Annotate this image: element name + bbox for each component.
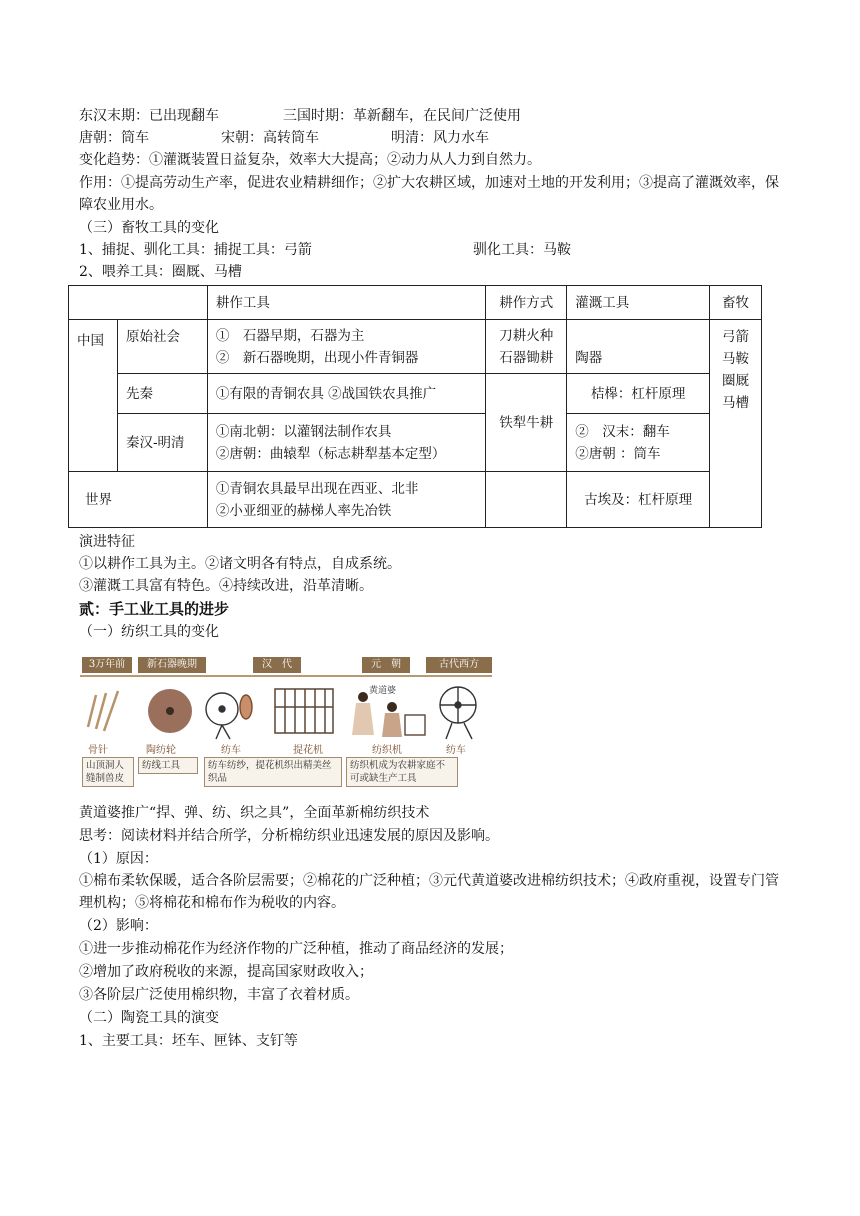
table-cell: 秦汉-明清 — [117, 414, 207, 472]
table-header: 灌溉工具 — [567, 286, 710, 320]
timeline-caption: 纺车 — [446, 745, 466, 756]
jacquard-loom-icon — [275, 689, 333, 733]
features-line: ①以耕作工具为主。②诸文明各有特点，自成系统。 — [79, 556, 401, 572]
line-text: 宋朝：高转筒车 — [221, 130, 319, 146]
spinning-wheel-icon — [206, 693, 252, 739]
line-text: 明清：风力水车 — [391, 130, 489, 146]
timeline-note: 山顶洞人缝制兽皮 — [82, 757, 134, 787]
line-text: 东汉末期：已出现翻车 — [79, 108, 219, 124]
text-line: （2）影响： — [79, 918, 158, 934]
effect-paragraph: 作用：①提高劳动生产率，促进农业精耕细作；②扩大农耕区域，加速对土地的开发利用；③提高了灌溉效率，保障农业用水。 — [79, 175, 779, 213]
text-line: ②增加了政府税收的来源，提高国家财政收入； — [79, 964, 373, 980]
western-spinning-wheel-icon — [440, 687, 476, 739]
section-heading: 贰：手工业工具的进步 — [79, 600, 230, 618]
text-line — [79, 240, 571, 260]
table-cell — [207, 472, 486, 528]
text-line: 2、喂养工具：圈厩、马槽 — [79, 264, 242, 280]
spindle-whorl-icon — [148, 689, 192, 733]
cell-line: ② 新石器晚期，出现小件青铜器 — [215, 349, 419, 366]
table-cell: 陶器 — [567, 320, 710, 374]
timeline-tag: 元 朝 — [362, 657, 410, 673]
timeline-note: 纺线工具 — [138, 757, 198, 774]
table-cell: 先秦 — [117, 374, 207, 414]
features-title: 演进特征 — [79, 534, 135, 550]
cell-line: ②小亚细亚的赫梯人率先冶铁 — [215, 502, 392, 519]
table-row — [69, 414, 762, 472]
table-cell — [69, 286, 208, 320]
bone-needle-icon — [88, 691, 118, 731]
cell-line: 刀耕火种 — [499, 327, 554, 344]
trend-line: 变化趋势：①灌溉装置日益复杂，效率大大提高；②动力从人力到自然力。 — [79, 152, 541, 168]
subheading: （三）畜牧工具的变化 — [79, 220, 219, 236]
subheading: （二）陶瓷工具的演变 — [79, 1010, 219, 1026]
text-line: ③各阶层广泛使用棉织物，丰富了衣着材质。 — [79, 987, 359, 1003]
timeline-tag: 新石器晚期 — [138, 657, 206, 673]
cell-line: 马槽 — [722, 395, 749, 411]
table-cell: 桔槔：杠杆原理 — [567, 374, 710, 414]
cell-line: ① 石器早期，石器为主 — [215, 327, 365, 344]
weaving-figures-icon — [352, 692, 425, 737]
table-row — [69, 320, 762, 374]
timeline-caption: 纺车 — [221, 745, 241, 756]
table-header: 耕作工具 — [207, 286, 486, 320]
timeline-person: 黄道婆 — [369, 686, 397, 696]
timeline-note: 纺织机成为农耕家庭不可或缺生产工具 — [346, 757, 458, 787]
text-line — [79, 106, 521, 126]
timeline-caption: 纺织机 — [372, 745, 402, 756]
cell-line: ①南北朝：以灌钢法制作农具 — [215, 423, 392, 440]
table-cell — [207, 414, 486, 472]
timeline-tag: 古代西方 — [426, 657, 492, 673]
table-header: 畜牧 — [710, 286, 762, 320]
table-cell — [567, 414, 710, 472]
text-line: ①进一步推动棉花作为经济作物的广泛种植，推动了商品经济的发展； — [79, 941, 513, 957]
table-cell: 中国 — [69, 320, 118, 472]
table-cell: 世界 — [69, 472, 208, 528]
timeline-note: 纺车纺纱，提花机织出精美丝织品 — [204, 757, 342, 787]
timeline-caption: 提花机 — [293, 745, 323, 756]
timeline-tag: 3万年前 — [82, 657, 132, 673]
features-line: ③灌溉工具富有特色。④持续改进，沿革清晰。 — [79, 578, 373, 594]
line-text: 驯化工具：马鞍 — [473, 242, 571, 258]
table-cell — [207, 320, 486, 374]
cell-line: ② 汉末：翻车 — [575, 423, 670, 440]
tools-table — [68, 285, 762, 528]
table-header: 耕作方式 — [486, 286, 567, 320]
table-cell — [486, 472, 567, 528]
textile-timeline-image — [80, 653, 492, 789]
timeline-caption: 骨针 — [88, 745, 108, 756]
text-line: （1）原因： — [79, 851, 158, 867]
cell-line: ①青铜农具最早出现在西亚、北非 — [215, 480, 419, 497]
text-line — [79, 128, 489, 148]
table-cell: 古埃及：杠杆原理 — [567, 472, 710, 528]
line-text: 三国时期：革新翻车，在民间广泛使用 — [283, 108, 521, 124]
table-cell: 铁犁牛耕 — [486, 374, 567, 472]
reasons-paragraph: ①棉布柔软保暖，适合各阶层需要；②棉花的广泛种植；③元代黄道婆改进棉纺织技术；④政府重视，设置专门管理机构；⑤将棉花和棉布作为税收的内容。 — [79, 873, 779, 911]
subheading: （一）纺织工具的变化 — [79, 624, 219, 640]
text-line: 黄道婆推广“捍、弹、纺、织之具”，全面革新棉纺织技术 — [79, 805, 430, 821]
textile-tools-illustration — [80, 677, 492, 743]
timeline-tag: 汉 代 — [253, 657, 301, 673]
table-cell — [710, 320, 762, 528]
text-line: 思考：阅读材料并结合所学，分析棉纺织业迅速发展的原因及影响。 — [79, 828, 499, 844]
timeline-caption: 陶纺轮 — [146, 745, 176, 756]
cell-line: ②唐朝 ：筒车 — [575, 445, 661, 462]
cell-line: ②唐朝：曲辕犁（标志耕犁基本定型） — [215, 445, 446, 462]
cell-line: 圈厩 — [722, 373, 749, 389]
text-line: 1、主要工具：坯车、匣钵、支钉等 — [79, 1033, 298, 1049]
table-cell — [486, 320, 567, 374]
cell-line: 弓箭 — [722, 329, 749, 345]
table-header-row — [69, 286, 762, 320]
table-row — [69, 374, 762, 414]
table-cell: 原始社会 — [117, 320, 207, 374]
table-row — [69, 472, 762, 528]
cell-line: 马鞍 — [722, 351, 749, 367]
line-text: 唐朝：筒车 — [79, 130, 149, 146]
table-cell: ①有限的青铜农具 ②战国铁农具推广 — [207, 374, 486, 414]
cell-line: 石器锄耕 — [499, 349, 554, 366]
line-text: 1、捕捉、驯化工具：捕捉工具：弓箭 — [79, 242, 312, 258]
